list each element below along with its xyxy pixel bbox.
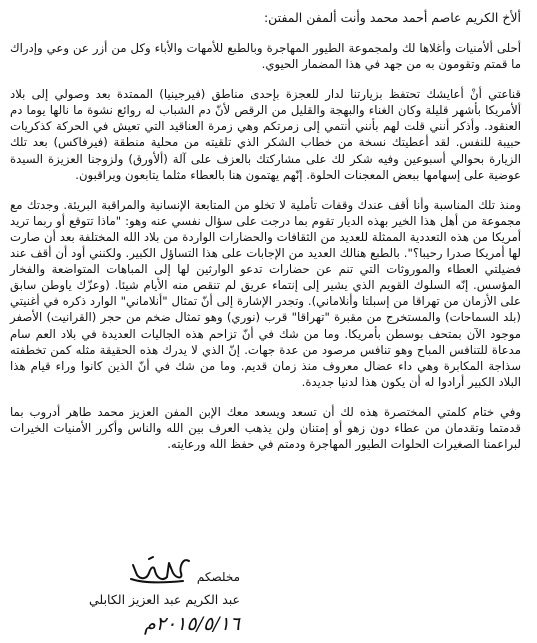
signature-block <box>10 553 240 635</box>
letter-greeting: ألأخ الكريم عاصم أحمد محمد وأنت ألمفن المفتن: <box>263 10 521 25</box>
letter-paragraph-1: أحلى ألأمنيات وأغلاها لك ولمجموعة الطيور المهاجرة وبالطبع للأمهات والأباء وكل من أزر عن وعي وإدراك ما قمتم وتقومون به من جهد في هذا المضمار الحيوي. <box>10 41 521 72</box>
letter-paragraph-2: قناعتي أنْ أعايشك تحتفظ بزيارتنا لدار للعجزة بإحدى مناطق (فيرجينيا) الممتدة بعد وصولي إلى بلاد ألأمريكا بأشهر قليلة وكان الغناء والبهجة والقليل من الرقص لأنّ دم الشباب له روائع نشوة ما نالها يوما دم العنقود. وأذكر أنني قلت لهم بأنني أنتمي إلى زمرتكم وهي زمرة العناقيد التي تعيش في الحركة كذكريات حبيبة للنفس. لقد أعطيتك نسخة من خطاب الشكر الذي تلقيته من محلية منطقة (فيرفاكس) بعد تلك الزيارة بحوالي أسبوعين وفيه شكر لك على مشاركتك بالعزف على آلة (ألأورق) ولزوجنا العزيزة السيدة عوضية على إسهامها ببعض المعجنات الحلوة. إنّهم يهتمون هنا بالعطاء مثلما يتابعون ويراقبون. <box>10 87 521 182</box>
letter-paragraph-3: ومنذ تلك المناسبة وأنا أقف عندك وقفات تأملية لا تخلو من المتابعة الإنسانية والمراقبة البريئة. وجدتك مع مجموعة من أهل هذا الخير بهذه الديار تقوم بما درجت على سؤال نفسي عنه وهو: "ماذا تتوقع أو ربما تريد أمريكا من هذه التعددية الممثلة للعديد من الثقافات والحضارات الواردة من بلاد الله المختلفة بعد أن صارت لها أمريكا صدرا رحيبا؟". بالطبع هنالك العديد من الإجابات على هذا التساؤل الكبير. ولكنني أود أن أقف عند فضيلتي العطاء والموروثات التي تنم عن حضارات تدعو الوارثين لها إلى المباهات المتواضعة والفخار المؤسس. إنّه السلوك القويم الذي يشير إلى إنتماء عريق لم تنقص منه الأيام شيئا. (وعزّك ياوطن سابق على الأزمان من تهراقا من إسبلتا وأنلاماني). وتجدر الإشارة إلى أنّ تمثال "أنلاماني" الوارد ذكره في أغنيتي (بلد السماحات) والمستخرج من مقبرة "تهراقا" قرب (نوري) وهو تمثال ضخم من حجر (القرانيت) الأصفر موجود الآن بمتحف بوسطن بأمريكا. وما من شك في أنّ تزاحم هذه الجاليات العديدة في بلاد العم سام مدعاة للتنافس المباح وهو تنافس مرصود من عدة جهات. إنّ الذي لا يدرك هذه الحقيقة مثله كمن تخطفته سذاجة المكابرة وهي داء عضال معروف منذ زمان قديم. وما من شك في أنّ الذين كانوا وراء قيام هذا البلاد الكبير أرادوا له أن يكون هذا لدنيا جديدة. <box>10 197 521 389</box>
letter-date: ٢٠١٥/٥/١٦م <box>143 613 240 635</box>
letter-paragraph-4: وفي ختام كلمتي المختصرة هذه لك أن تسعد ويسعد معك الإبن المفن العزيز محمد طاهر أدروب بما قدمتما وتقدمان من عطاء دون زهو أو إمتنان ولن يذهب العرف بين الله والناس وأكرر الأمنيات الخيرات لبراعمنا الصغيرات الحلوات الطيور المهاجرة ودمتم في حفظ الله ورعايته. <box>10 404 521 452</box>
closing-text: مخلصكم <box>196 570 240 584</box>
handwritten-signature <box>123 553 193 585</box>
sender-name: عبد الكريم عبد العزيز الكابلي <box>89 592 240 607</box>
